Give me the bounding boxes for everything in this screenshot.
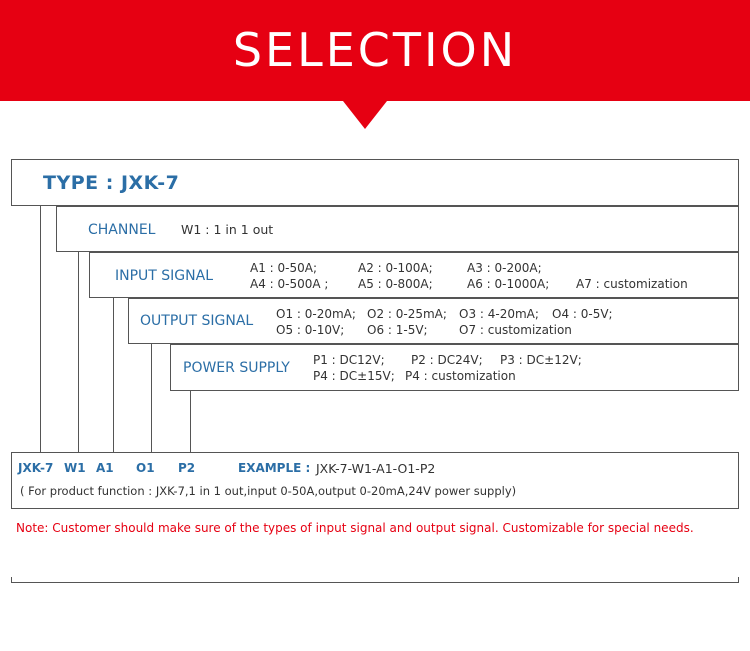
connector-line-channel bbox=[78, 251, 79, 452]
bottom-divider bbox=[11, 577, 739, 583]
input-option: A4 : 0-500A ; bbox=[250, 277, 329, 291]
connector-line-type bbox=[40, 205, 41, 452]
input-option: A7 : customization bbox=[576, 277, 688, 291]
example-value: JXK-7-W1-A1-O1-P2 bbox=[316, 461, 436, 476]
channel-option: W1 : 1 in 1 out bbox=[181, 222, 274, 237]
output-option: O5 : 0-10V; bbox=[276, 323, 345, 337]
connector-line-output bbox=[151, 343, 152, 452]
input-option: A6 : 0-1000A; bbox=[467, 277, 550, 291]
customer-note: Note: Customer should make sure of the types of input signal and output signal. Customizable for special needs. bbox=[16, 521, 694, 535]
input-option: A5 : 0-800A; bbox=[358, 277, 433, 291]
power-option: P4 : DC±15V; bbox=[313, 369, 395, 383]
connector-line-input bbox=[113, 297, 114, 452]
input-signal-label: INPUT SIGNAL bbox=[115, 268, 214, 284]
example-code-channel: W1 bbox=[64, 461, 86, 475]
example-label: EXAMPLE : bbox=[238, 461, 311, 475]
power-supply-label: POWER SUPPLY bbox=[183, 360, 290, 376]
channel-label: CHANNEL bbox=[88, 222, 156, 238]
banner-arrow-icon bbox=[343, 101, 387, 129]
power-option: P3 : DC±12V; bbox=[500, 353, 582, 367]
output-option: O1 : 0-20mA; bbox=[276, 307, 356, 321]
input-option: A1 : 0-50A; bbox=[250, 261, 318, 275]
output-option: O7 : customization bbox=[459, 323, 572, 337]
power-option: P1 : DC12V; bbox=[313, 353, 385, 367]
power-option: P2 : DC24V; bbox=[411, 353, 483, 367]
output-option: O3 : 4-20mA; bbox=[459, 307, 539, 321]
output-option: O6 : 1-5V; bbox=[367, 323, 428, 337]
power-option: P4 : customization bbox=[405, 369, 516, 383]
input-option: A3 : 0-200A; bbox=[467, 261, 542, 275]
channel-box bbox=[56, 206, 739, 252]
output-option: O4 : 0-5V; bbox=[552, 307, 613, 321]
example-code-output: O1 bbox=[136, 461, 155, 475]
output-signal-label: OUTPUT SIGNAL bbox=[140, 313, 254, 329]
example-code-power: P2 bbox=[178, 461, 196, 475]
input-option: A2 : 0-100A; bbox=[358, 261, 433, 275]
example-code-type: JXK-7 bbox=[18, 461, 54, 475]
connector-line-power bbox=[190, 390, 191, 452]
example-description: ( For product function : JXK-7,1 in 1 out,input 0-50A,output 0-20mA,24V power supply) bbox=[20, 484, 517, 498]
type-label: TYPE : JXK-7 bbox=[43, 172, 180, 194]
page-title: SELECTION bbox=[232, 23, 518, 77]
output-option: O2 : 0-25mA; bbox=[367, 307, 447, 321]
example-code-input: A1 bbox=[96, 461, 114, 475]
